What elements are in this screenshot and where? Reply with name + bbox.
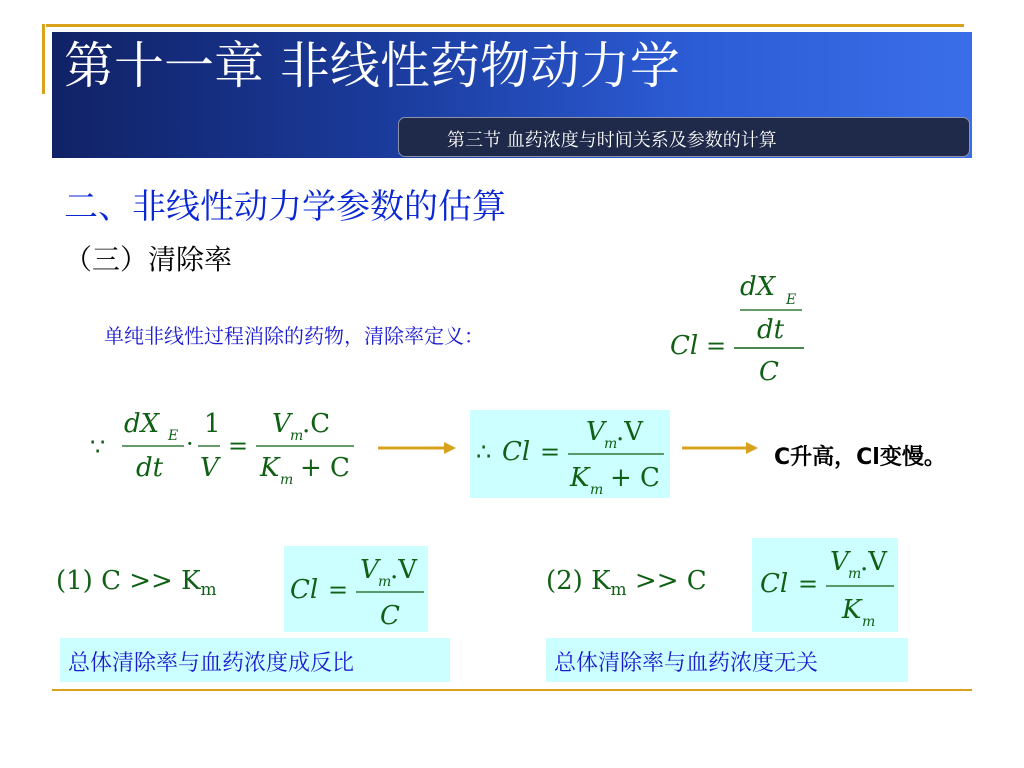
- case1-tag: 总体清除率与血药浓度成反比: [60, 638, 450, 682]
- arrow-right-icon: [682, 440, 762, 456]
- f5-m2: m: [862, 614, 876, 630]
- f3-dotV: .V: [616, 417, 644, 447]
- case1-label: [56, 566, 217, 600]
- f2-dt: dt: [136, 453, 164, 483]
- f2-m2: m: [280, 472, 294, 488]
- f2-dX: dX: [124, 409, 160, 439]
- f5-K: K: [842, 595, 862, 625]
- f1-dt: dt: [757, 315, 785, 345]
- f2-dot: ·: [186, 430, 194, 458]
- f2-m1: m: [290, 428, 304, 444]
- case2-label-a: (2) K: [546, 566, 611, 596]
- f2-dotC: .C: [302, 409, 331, 439]
- section-tab-label: 第三节 血药浓度与时间关系及参数的计算: [447, 130, 777, 151]
- f2-V: V: [200, 453, 219, 483]
- section-tab: [398, 117, 970, 157]
- f3-m1: m: [604, 436, 618, 452]
- arrow-right-icon: [378, 440, 458, 456]
- f5-Vm: V: [830, 547, 849, 577]
- f2-plusC: + C: [300, 453, 350, 483]
- f1-cl: Cl: [670, 331, 699, 361]
- result-formula: [470, 410, 670, 498]
- f4-eq: =: [328, 576, 349, 604]
- f3-K: K: [570, 463, 590, 493]
- f4-m: m: [378, 574, 392, 590]
- left-rule: [42, 24, 45, 94]
- case1-label-text: (1) C >> K: [56, 566, 201, 596]
- case2-tag: 总体清除率与血药浓度无关: [546, 638, 908, 682]
- f5-dotV: .V: [860, 547, 888, 577]
- top-rule: [46, 24, 964, 27]
- definition-text: 单纯非线性过程消除的药物，清除率定义：: [104, 324, 484, 348]
- f3-Vm: V: [586, 417, 605, 447]
- f3-plusC: + C: [610, 463, 660, 493]
- case2-label: [546, 566, 707, 600]
- f2-Vm: V: [272, 409, 291, 439]
- f2-because: ∵: [90, 433, 106, 461]
- f4-C: C: [380, 601, 400, 631]
- case2-formula: [752, 538, 898, 632]
- f3-therefore: ∴: [476, 438, 492, 466]
- f1-dX: dX: [740, 272, 776, 302]
- subsection-heading: （三）清除率: [64, 243, 233, 276]
- f4-dotV: .V: [390, 555, 418, 585]
- f1-C: C: [759, 357, 779, 387]
- conclusion-text: C升高，Cl变慢。: [774, 445, 946, 470]
- section-heading: 二、非线性动力学参数的估算: [64, 187, 506, 227]
- f1-E: E: [786, 292, 797, 308]
- f3-eq: =: [540, 438, 561, 466]
- case1-subscript: m: [200, 580, 217, 601]
- derivation-formula: [88, 402, 368, 492]
- f2-one: 1: [204, 409, 221, 439]
- f5-m1: m: [848, 566, 862, 582]
- case2-label-b: >> C: [626, 566, 707, 596]
- definition-formula: [660, 268, 820, 392]
- f5-cl: Cl: [760, 569, 789, 599]
- f3-cl: Cl: [502, 437, 531, 467]
- f4-Vm: V: [360, 555, 379, 585]
- f2-E: E: [168, 428, 179, 444]
- case2-subscript: m: [610, 580, 627, 601]
- f2-eq: =: [228, 432, 249, 460]
- f4-cl: Cl: [290, 575, 319, 605]
- f5-eq: =: [798, 570, 819, 598]
- page-title: 第十一章 非线性药物动力学: [64, 37, 680, 95]
- f3-m2: m: [590, 482, 604, 498]
- case1-formula: [284, 546, 428, 632]
- f2-K: K: [260, 453, 280, 483]
- bottom-rule: [52, 689, 972, 691]
- f1-eq: =: [706, 332, 727, 360]
